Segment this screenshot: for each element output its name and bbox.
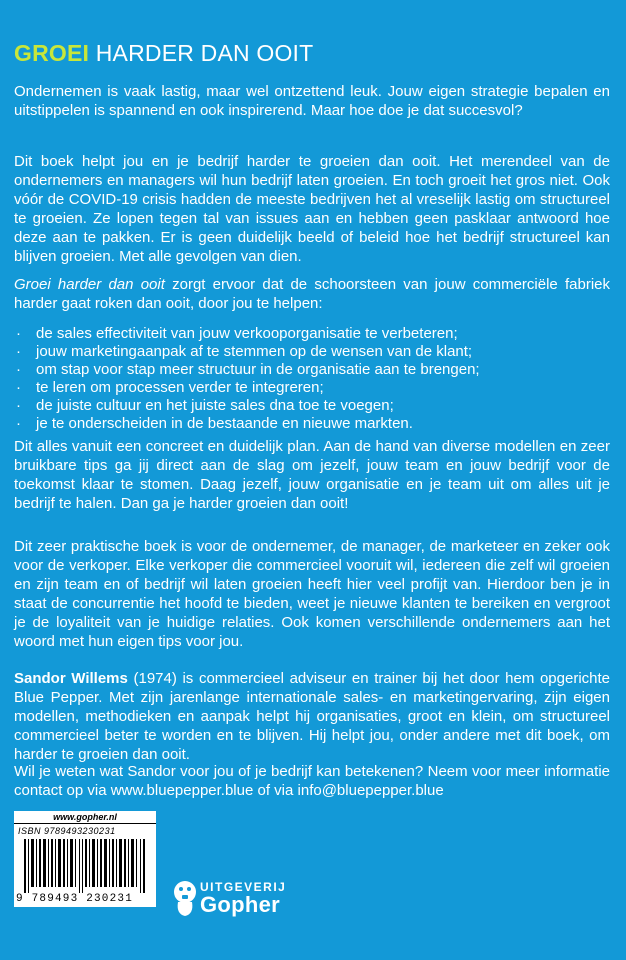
- author-name: Sandor Willems: [14, 670, 128, 687]
- audience-paragraph: Dit zeer praktische boek is voor de ondernemer, de manager, de marketeer en zeker ook voor de verkoper. Elke verkoper die commercieel vooruit wil, iedereen die zelf wil groeien en zijn team en of bedrijf wil laten groeien heeft hier veel profijt van. Hierdoor ben je in staat de concurrentie het hoofd te bieden, weet je nieuwe klanten te bereiken en vergroot je de loyaliteit van je huidige relaties. Ook komen verschillende ondernemers aan het woord met hun eigen tips voor jou.: [14, 538, 610, 650]
- isbn-label: ISBN 9789493230231: [18, 826, 116, 836]
- author-bio: (1974) is commercieel adviseur en trainer bij het door hem opgerichte Blue Pepper. Met zijn jarenlange internationale sales- en marketingervaring, zijn eigen modellen, methodieken en aanpak helpt hij organisaties, groot en klein, om structureel commercieel beter te worden en te blijven. Hij helpt jou, onder andere met dit boek, om harder te groeien dan ooit.: [14, 670, 611, 763]
- problem-paragraph: Dit boek helpt jou en je bedrijf harder te groeien dan ooit. Het merendeel van de ondernemers en managers wil hun bedrijf laten groeien. En toch groeit het gros niet. Ook vóór de COVID-19 crisis hadden de meeste bedrijven het al vreselijk lastig om structureel te groeien. Ze lopen tegen tal van issues aan en hebben geen pasklaar antwoord hoe deze aan te pakken. Er is geen duidelijk beeld of beleid hoe het bedrijf structureel kan blijven groeien. Met alle gevolgen van dien.: [14, 153, 610, 265]
- plan-paragraph: Dit alles vanuit een concreet en duidelijk plan. Aan de hand van diverse modellen en zeer bruikbare tips ga jij direct aan de slag om jezelf, jouw team en jouw bedrijf voor de toekomst klaar te stomen. Daag jezelf, jouw organisatie en je team uit om alles uit je bedrijf te halen. Dan ga je harder groeien dan ooit!: [14, 438, 610, 512]
- author-paragraph: [14, 669, 610, 764]
- barcode-digits: 9 789493 230231: [16, 893, 134, 905]
- promise-text: zorgt ervoor dat de schoorsteen van jouw commerciële fabriek harder gaat roken dan ooit, door jou te helpen:: [14, 276, 610, 312]
- gopher-logo-icon: [172, 878, 198, 918]
- title-accent: GROEI: [14, 40, 90, 66]
- list-item: · jouw marketingaanpak af te stemmen op de wensen van de klant;: [14, 343, 610, 361]
- publisher-url: www.gopher.nl: [14, 811, 156, 824]
- publisher-name: Gopher: [200, 892, 281, 917]
- list-item: · de juiste cultuur en het juiste sales dna toe te voegen;: [14, 397, 610, 415]
- publisher-label: UITGEVERIJ: [200, 880, 287, 894]
- title-rest: HARDER DAN OOIT: [95, 40, 314, 66]
- publisher-logo: [172, 878, 302, 922]
- list-item: · je te onderscheiden in de bestaande en nieuwe markten.: [14, 415, 610, 433]
- promise-paragraph: [14, 275, 610, 313]
- book-title: [14, 40, 313, 67]
- barcode-bars-icon: [20, 839, 150, 893]
- list-item: · de sales effectiviteit van jouw verkooporganisatie te verbeteren;: [14, 325, 610, 343]
- list-item: · te leren om processen verder te integreren;: [14, 379, 610, 397]
- list-item: · om stap voor stap meer structuur in de organisatie aan te brengen;: [14, 361, 610, 379]
- promise-book-title: Groei harder dan ooit: [14, 276, 165, 293]
- isbn-barcode: [14, 811, 156, 907]
- contact-paragraph: Wil je weten wat Sandor voor jou of je bedrijf kan betekenen? Neem voor meer informatie contact op via www.bluepepper.blue of via info@bluepepper.blue: [14, 763, 610, 799]
- benefit-list: [14, 325, 610, 433]
- intro-paragraph: Ondernemen is vaak lastig, maar wel ontzettend leuk. Jouw eigen strategie bepalen en uitstippelen is spannend en ook inspirerend. Maar hoe doe je dat succesvol?: [14, 83, 610, 119]
